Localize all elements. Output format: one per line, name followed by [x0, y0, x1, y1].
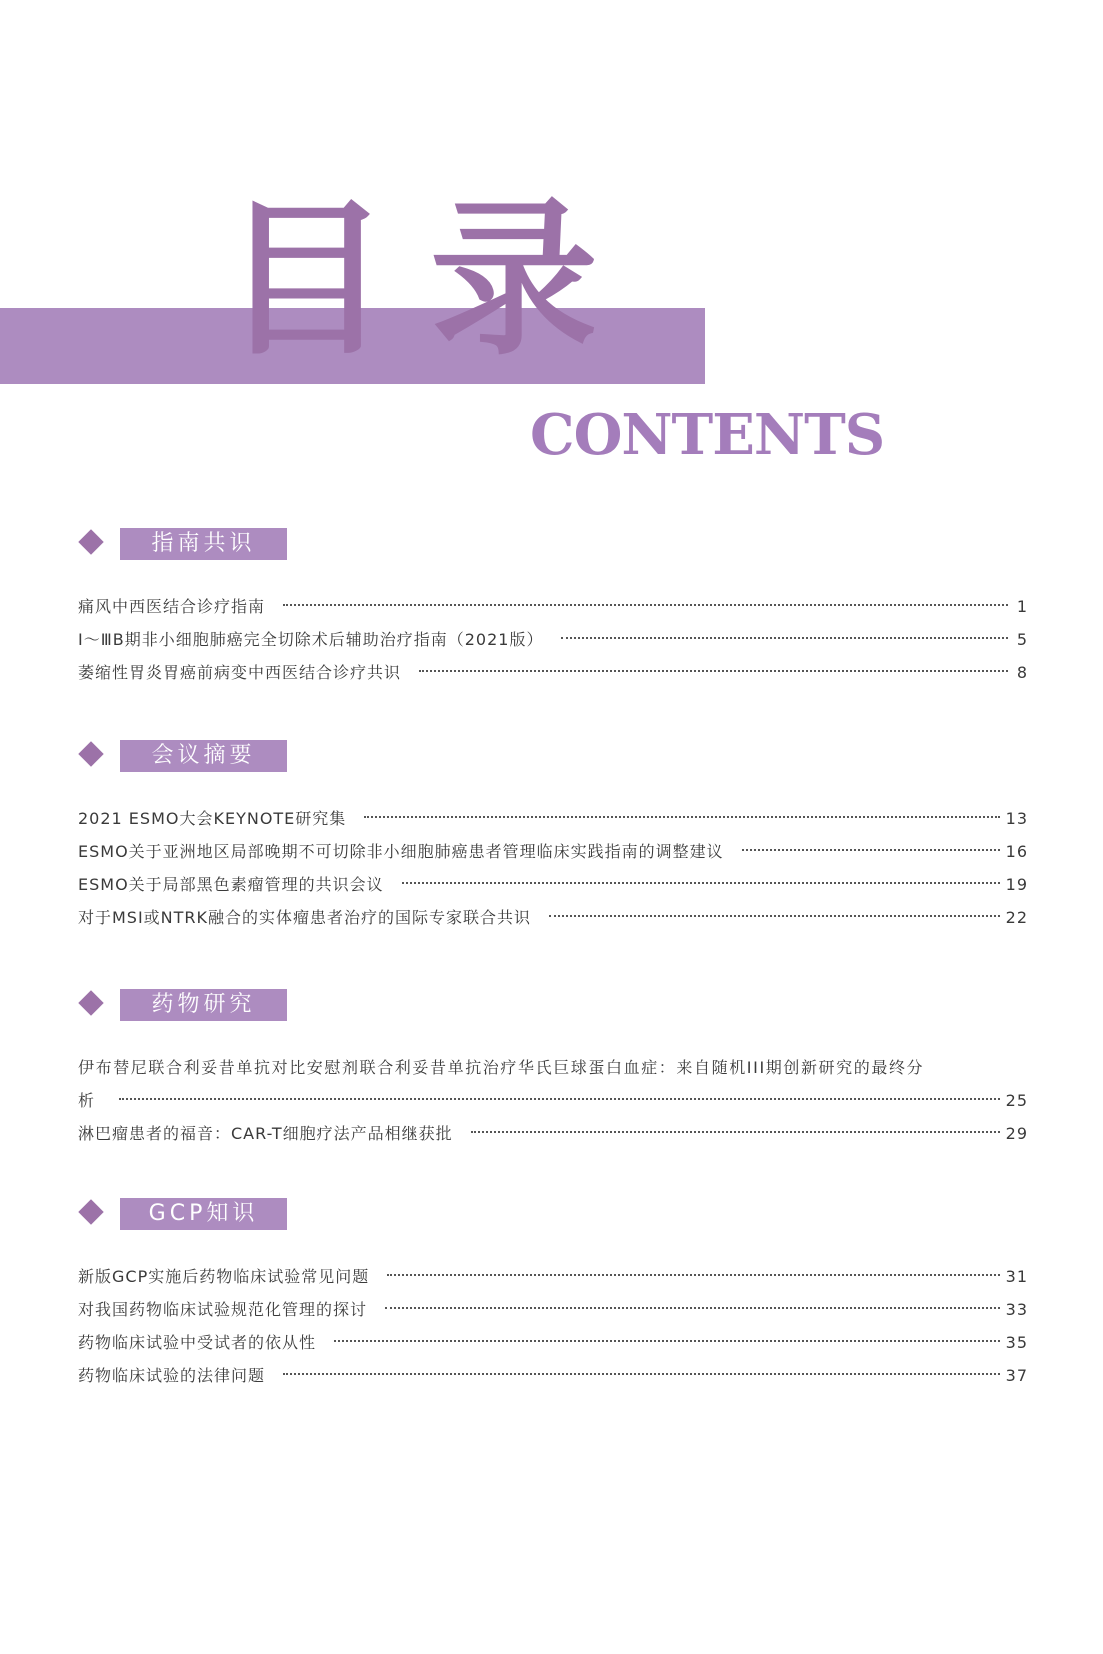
toc-entry[interactable] [78, 1051, 1028, 1084]
toc-entry-continuation[interactable] [78, 1084, 1028, 1117]
toc-entry[interactable] [78, 623, 1028, 656]
entry-title: 萎缩性胃炎胃癌前病变中西医结合诊疗共识 [78, 663, 402, 682]
entry-title: 新版GCP实施后药物临床试验常见问题 [78, 1267, 370, 1286]
toc-entry[interactable] [78, 590, 1028, 623]
page-title-en: CONTENTS [530, 402, 885, 468]
toc-entry[interactable] [78, 868, 1028, 901]
leader-dots [387, 1274, 999, 1276]
entry-page: 19 [1005, 875, 1028, 894]
entry-page: 1 [1016, 597, 1028, 616]
entry-title: ESMO关于亚洲地区局部晚期不可切除非小细胞肺癌患者管理临床实践指南的调整建议 [78, 842, 724, 861]
entry-title-continuation: 析 [78, 1091, 96, 1110]
leader-dots [283, 1373, 1000, 1375]
leader-dots [742, 849, 1000, 851]
leader-dots [385, 1307, 1000, 1309]
entry-title: Ⅰ～ⅢB期非小细胞肺癌完全切除术后辅助治疗指南（2021版） [78, 630, 544, 649]
page-title-cn: 目录 [222, 182, 638, 378]
section-guidelines [78, 528, 1028, 689]
diamond-icon [78, 741, 103, 766]
leader-dots [549, 915, 1000, 917]
leader-dots [119, 1098, 1000, 1100]
entry-page: 29 [1005, 1124, 1028, 1143]
entry-page: 37 [1005, 1366, 1028, 1385]
leader-dots [334, 1340, 1000, 1342]
section-gcp-knowledge [78, 1198, 1028, 1392]
diamond-icon [78, 529, 103, 554]
entry-page: 31 [1005, 1267, 1028, 1286]
toc-entry[interactable] [78, 901, 1028, 934]
entry-title: ESMO关于局部黑色素瘤管理的共识会议 [78, 875, 384, 894]
section-label: GCP知识 [120, 1198, 287, 1230]
entry-page: 35 [1005, 1333, 1028, 1352]
entry-title: 对于MSI或NTRK融合的实体瘤患者治疗的国际专家联合共识 [78, 908, 532, 927]
toc-entry[interactable] [78, 656, 1028, 689]
leader-dots [419, 670, 1008, 672]
entry-page: 25 [1005, 1091, 1028, 1110]
section-label: 指南共识 [120, 528, 287, 560]
section-header [78, 528, 1028, 560]
entry-title: 药物临床试验中受试者的依从性 [78, 1333, 317, 1352]
toc-entry[interactable] [78, 1326, 1028, 1359]
entry-title: 2021 ESMO大会KEYNOTE研究集 [78, 809, 347, 828]
section-header [78, 740, 1028, 772]
section-meeting-abstracts [78, 740, 1028, 934]
entry-page: 13 [1005, 809, 1028, 828]
leader-dots [402, 882, 1000, 884]
entry-page: 33 [1005, 1300, 1028, 1319]
section-header [78, 989, 1028, 1021]
entry-title: 痛风中西医结合诊疗指南 [78, 597, 266, 616]
diamond-icon [78, 1199, 103, 1224]
entry-page: 16 [1005, 842, 1028, 861]
entry-title: 药物临床试验的法律问题 [78, 1366, 266, 1385]
diamond-icon [78, 990, 103, 1015]
entry-page: 8 [1016, 663, 1028, 682]
section-drug-research [78, 989, 1028, 1150]
toc-entry[interactable] [78, 1260, 1028, 1293]
toc-entry[interactable] [78, 802, 1028, 835]
entry-page: 5 [1016, 630, 1028, 649]
toc-entry[interactable] [78, 1117, 1028, 1150]
toc-entry[interactable] [78, 835, 1028, 868]
toc-entry[interactable] [78, 1359, 1028, 1392]
leader-dots [283, 604, 1008, 606]
section-label: 药物研究 [120, 989, 287, 1021]
section-label: 会议摘要 [120, 740, 287, 772]
leader-dots [471, 1131, 1000, 1133]
toc-entry[interactable] [78, 1293, 1028, 1326]
entry-title: 伊布替尼联合利妥昔单抗对比安慰剂联合利妥昔单抗治疗华氏巨球蛋白血症：来自随机III期创新研究的最终分 [78, 1058, 925, 1077]
entry-title: 对我国药物临床试验规范化管理的探讨 [78, 1300, 368, 1319]
leader-dots [561, 637, 1008, 639]
section-header [78, 1198, 1028, 1230]
entry-page: 22 [1005, 908, 1028, 927]
leader-dots [364, 816, 999, 818]
entry-title: 淋巴瘤患者的福音：CAR-T细胞疗法产品相继获批 [78, 1124, 453, 1143]
